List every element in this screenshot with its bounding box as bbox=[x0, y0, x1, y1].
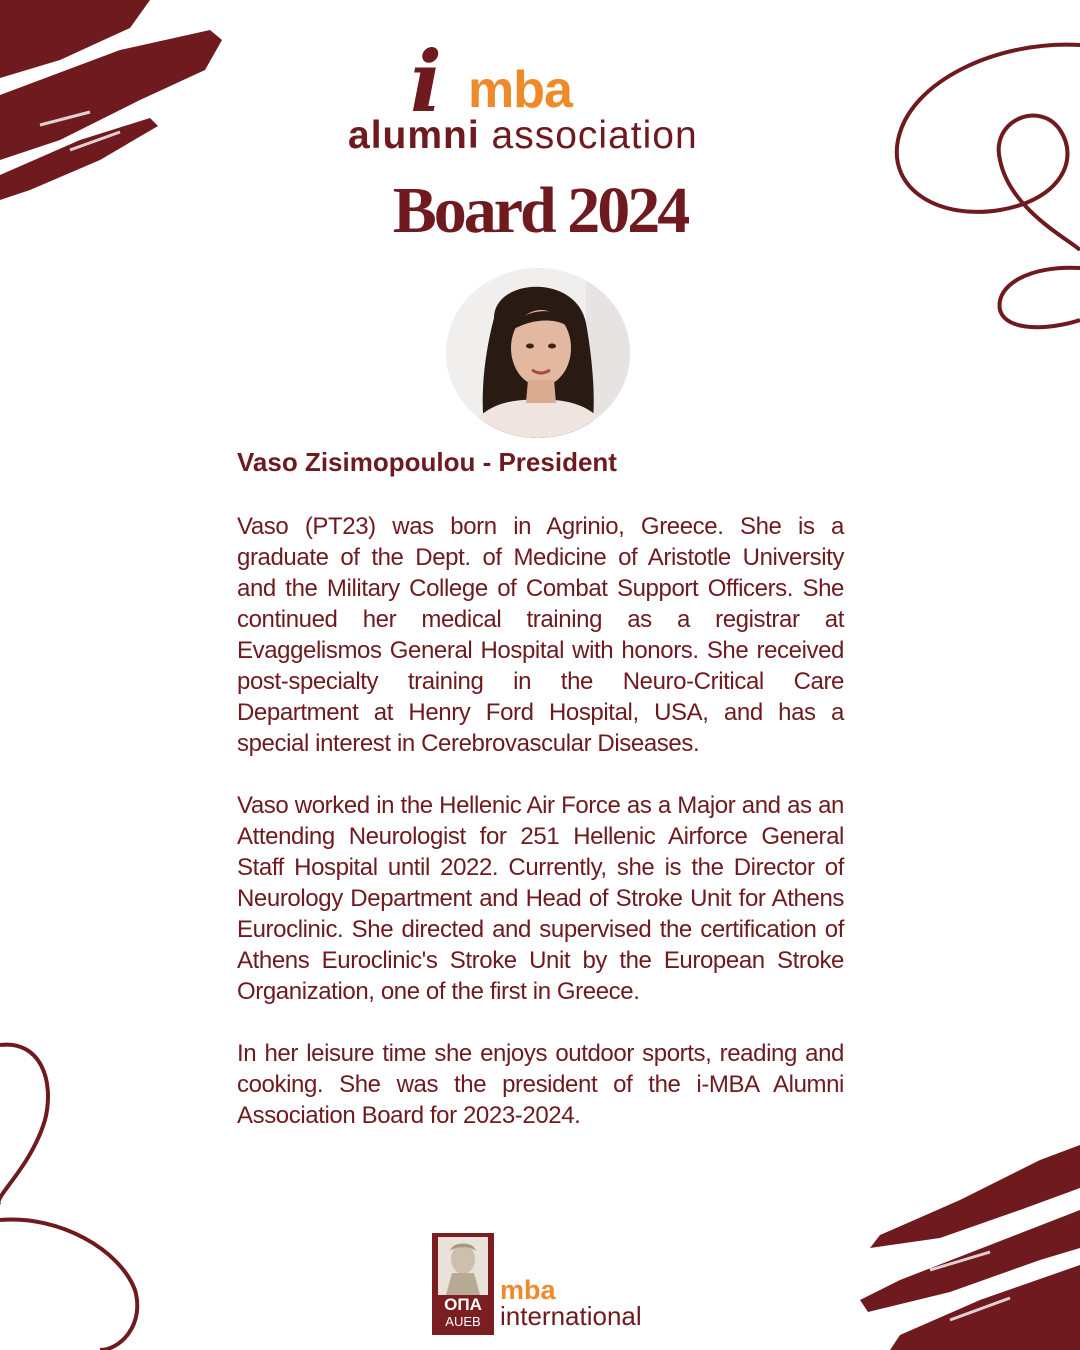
logo-alumni-association bbox=[348, 116, 698, 155]
profile-photo bbox=[446, 268, 630, 438]
logo-alumni-word: alumni bbox=[348, 114, 480, 157]
logo-association-word: association bbox=[491, 114, 698, 157]
profile-name-title: Vaso Zisimopoulou - President bbox=[237, 447, 617, 477]
profile-bio bbox=[237, 511, 844, 1131]
aueb-greek-label: ΟΠΑ bbox=[444, 1295, 482, 1314]
logo-i-letter: i bbox=[410, 32, 442, 131]
aueb-logo bbox=[432, 1233, 494, 1335]
aueb-latin-label: AUEB bbox=[445, 1314, 481, 1329]
bio-paragraph-3: In her leisure time she enjoys outdoor sports, reading and cooking. She was the president of the i-MBA Alumni Association Board for 2023-2024. bbox=[237, 1040, 844, 1129]
brush-stroke-bottom-right bbox=[840, 1130, 1080, 1350]
footer-logos bbox=[432, 1233, 652, 1337]
bio-paragraph-1: Vaso (PT23) was born in Agrinio, Greece. She is a graduate of the Dept. of Medicine of Aristotle University and the Military College of Combat Support Officers. She continued her medical training as a registrar at Evaggelismos General Hospital with honors. She received post-specialty training in the Neuro-Critical Care Department at Henry Ford Hospital, USA, and has a special interest in Cerebrovascular Diseases. bbox=[237, 513, 844, 757]
swirl-bottom-left bbox=[0, 1030, 230, 1350]
footer-international: international bbox=[500, 1301, 642, 1331]
bio-paragraph-2: Vaso worked in the Hellenic Air Force as a Major and as an Attending Neurologist for 251 Hellenic Airforce General Staff Hospital until 2022. Currently, she is the Director of Neurology Department and Head of Stroke Unit for Athens Euroclinic. She directed and supervised the certification of Athens Euroclinic's Stroke Unit by the European Stroke Organization, one of the first in Greece. bbox=[237, 792, 844, 1005]
logo-mba: mba bbox=[468, 61, 572, 119]
aueb-bust-icon bbox=[438, 1237, 488, 1295]
board-title: Board 2024 bbox=[392, 174, 688, 247]
imba-alumni-logo bbox=[340, 28, 770, 158]
footer-mba: mba bbox=[500, 1275, 556, 1305]
profile-photo-illustration bbox=[446, 268, 630, 438]
